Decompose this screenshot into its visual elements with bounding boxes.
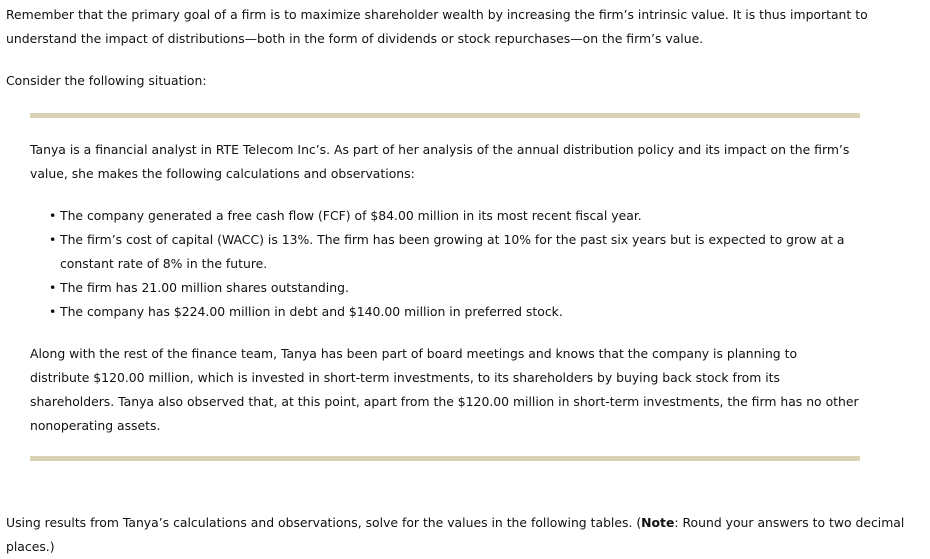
- list-item-text: The firm has 21.00 million shares outstanding.: [60, 280, 349, 295]
- scenario-top-rule: [30, 113, 860, 118]
- list-item-text: The company generated a free cash flow (FCF) of $84.00 million in its most recent fiscal year.: [60, 208, 642, 223]
- bullet-icon: •: [49, 304, 57, 319]
- instructions-text-after: : Round your answers to two decimal places.): [6, 515, 905, 554]
- bullet-icon: •: [49, 232, 57, 247]
- list-item: [30, 300, 860, 324]
- list-item-text: The company has $224.00 million in debt and $140.00 million in preferred stock.: [60, 304, 563, 319]
- list-item: [30, 204, 860, 228]
- instructions-paragraph: [6, 511, 922, 559]
- consider-paragraph: Consider the following situation:: [6, 73, 207, 88]
- bullet-icon: •: [49, 208, 57, 223]
- bullet-icon: •: [49, 280, 57, 295]
- scenario-box: [30, 113, 860, 461]
- note-label: Note: [641, 515, 675, 530]
- list-item-text: The firm’s cost of capital (WACC) is 13%. The firm has been growing at 10% for the past six years but is expected to grow at a constant rate of 8% in the future.: [60, 232, 845, 271]
- instructions-text-before: Using results from Tanya’s calculations and observations, solve for the values in the following tables. (: [6, 515, 642, 530]
- list-item: [30, 228, 860, 276]
- list-item: [30, 276, 860, 300]
- scenario-closing-paragraph: Along with the rest of the finance team, Tanya has been part of board meetings and knows that the company is planning to distribute $120.00 million, which is invested in short-term investments, to its shareholders by buying back stock from its shareholders. Tanya also observed that, at this point, apart from the $120.00 million in short-term investments, the firm has no other nonoperating assets.: [30, 346, 859, 433]
- intro-paragraph: Remember that the primary goal of a firm is to maximize shareholder wealth by increasing the firm’s intrinsic value. It is thus important to understand the impact of distributions—both in the form of dividends or stock repurchases—on the firm’s value.: [6, 7, 868, 46]
- scenario-intro-paragraph: Tanya is a financial analyst in RTE Telecom Inc’s. As part of her analysis of the annual distribution policy and its impact on the firm’s value, she makes the following calculations and observations:: [30, 142, 850, 181]
- scenario-bottom-rule: [30, 456, 860, 461]
- facts-list: [30, 204, 860, 324]
